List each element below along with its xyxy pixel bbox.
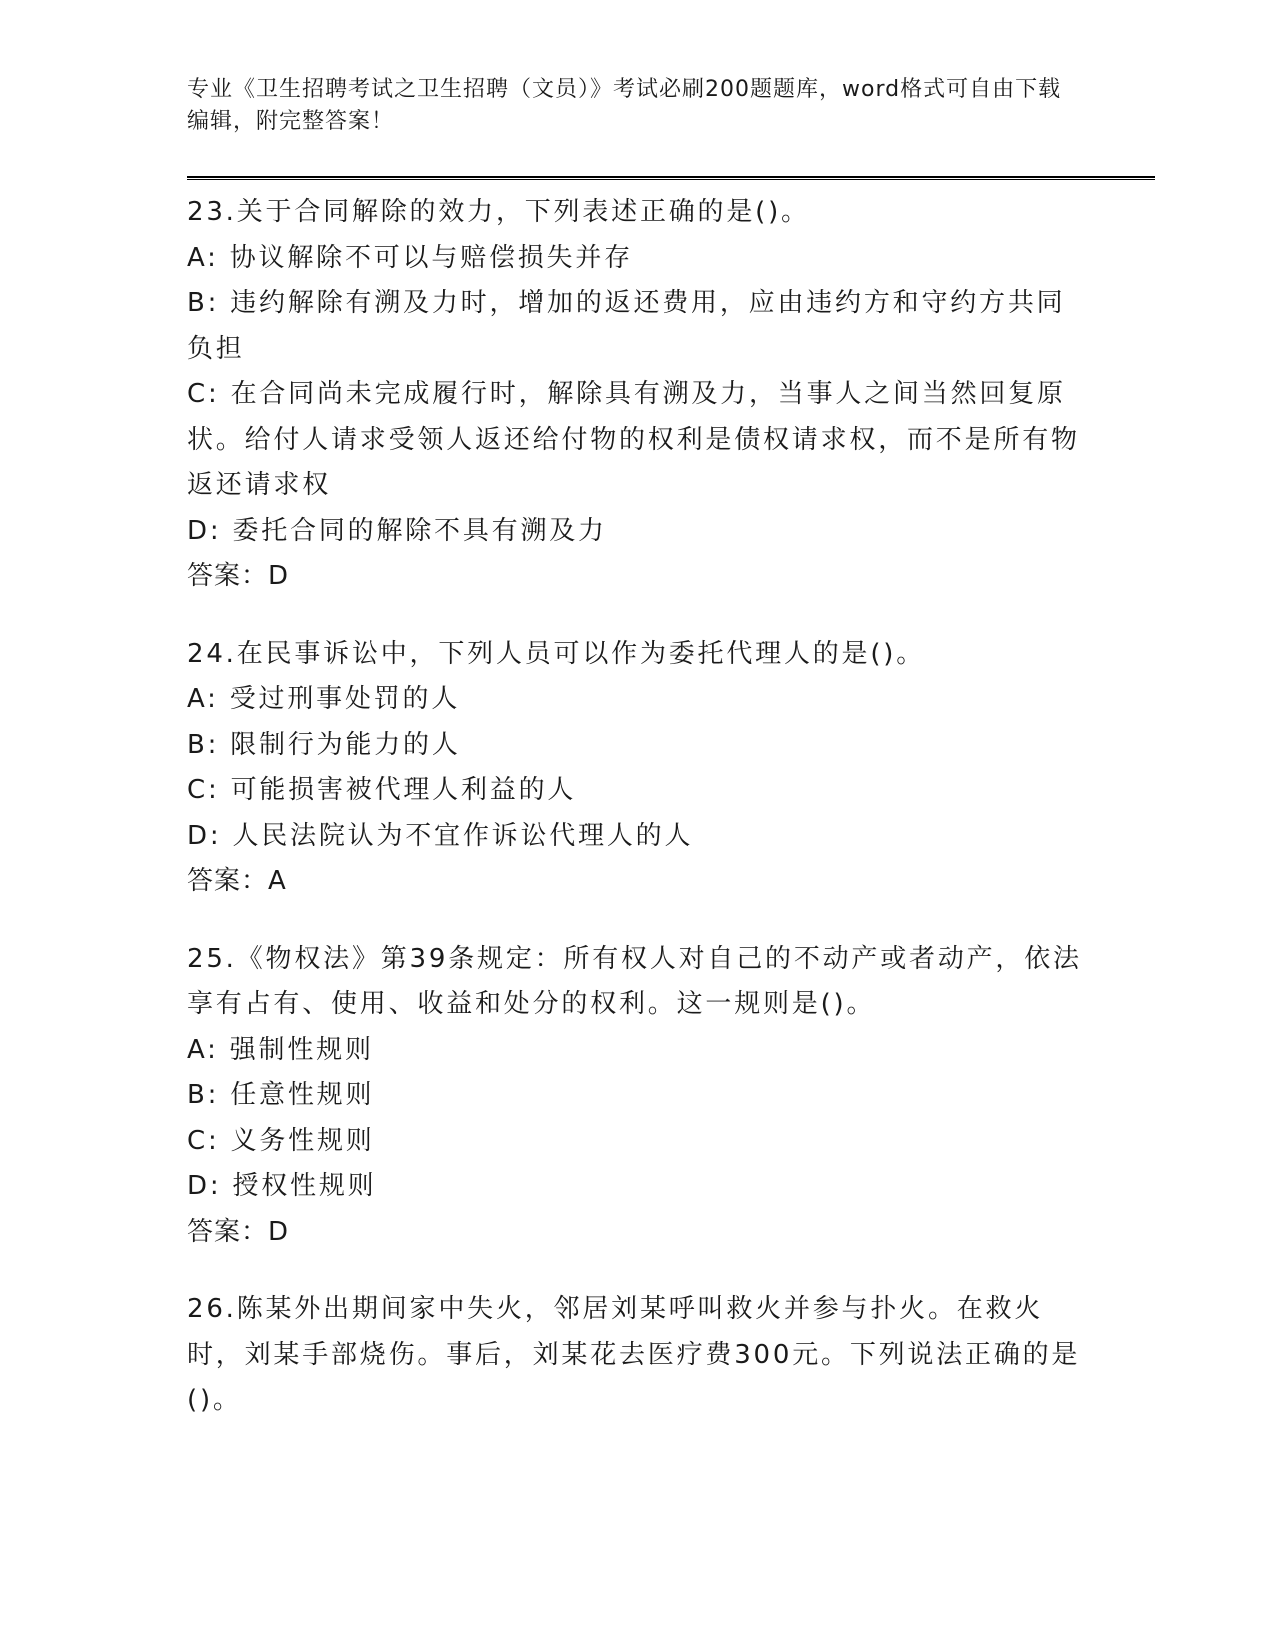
- question-26: [187, 1287, 1087, 1424]
- question-stem: 26.陈某外出期间家中失火，邻居刘某呼叫救火并参与扑火。在救火时，刘某手部烧伤。事后，刘某花去医疗费300元。下列说法正确的是()。: [187, 1294, 1081, 1415]
- option-a: A: 强制性规则: [187, 1034, 374, 1065]
- option-a: A: 协议解除不可以与赔偿损失并存: [187, 242, 633, 273]
- option-b: B: 任意性规则: [187, 1080, 375, 1110]
- question-23: [187, 190, 1087, 600]
- option-d: D: 授权性规则: [187, 1171, 377, 1201]
- header-intro: 专业《卫生招聘考试之卫生招聘（文员）》考试必刷200题题库，word格式可自由下载编辑，附完整答案！: [187, 77, 1062, 134]
- header-divider: [187, 176, 1155, 180]
- answer: 答案：A: [187, 866, 287, 896]
- question-24: [187, 632, 1087, 905]
- question-stem: 23.关于合同解除的效力，下列表述正确的是()。: [187, 197, 810, 227]
- question-list: [187, 190, 1087, 1456]
- option-a: A: 受过刑事处罚的人: [187, 684, 461, 714]
- option-d: D: 人民法院认为不宜作诉讼代理人的人: [187, 820, 694, 851]
- option-d: D: 委托合同的解除不具有溯及力: [187, 515, 607, 546]
- option-b: B: 限制行为能力的人: [187, 729, 461, 760]
- option-c: C: 可能损害被代理人利益的人: [187, 775, 577, 805]
- option-c: C: 义务性规则: [187, 1125, 375, 1156]
- question-stem: 24.在民事诉讼中，下列人员可以作为委托代理人的是()。: [187, 638, 926, 669]
- answer: 答案：D: [187, 1216, 290, 1247]
- question-stem: 25.《物权法》第39条规定：所有权人对自己的不动产或者动产，依法享有占有、使用、收益和处分的权利。这一规则是()。: [187, 943, 1082, 1019]
- answer: 答案：D: [187, 561, 290, 591]
- question-25: [187, 937, 1087, 1256]
- option-c: C: 在合同尚未完成履行时，解除具有溯及力，当事人之间当然回复原状。给付人请求受领人返还给付物的权利是债权请求权，而不是所有物返还请求权: [187, 379, 1080, 500]
- option-b: B: 违约解除有溯及力时，增加的返还费用，应由违约方和守约方共同负担: [187, 288, 1066, 364]
